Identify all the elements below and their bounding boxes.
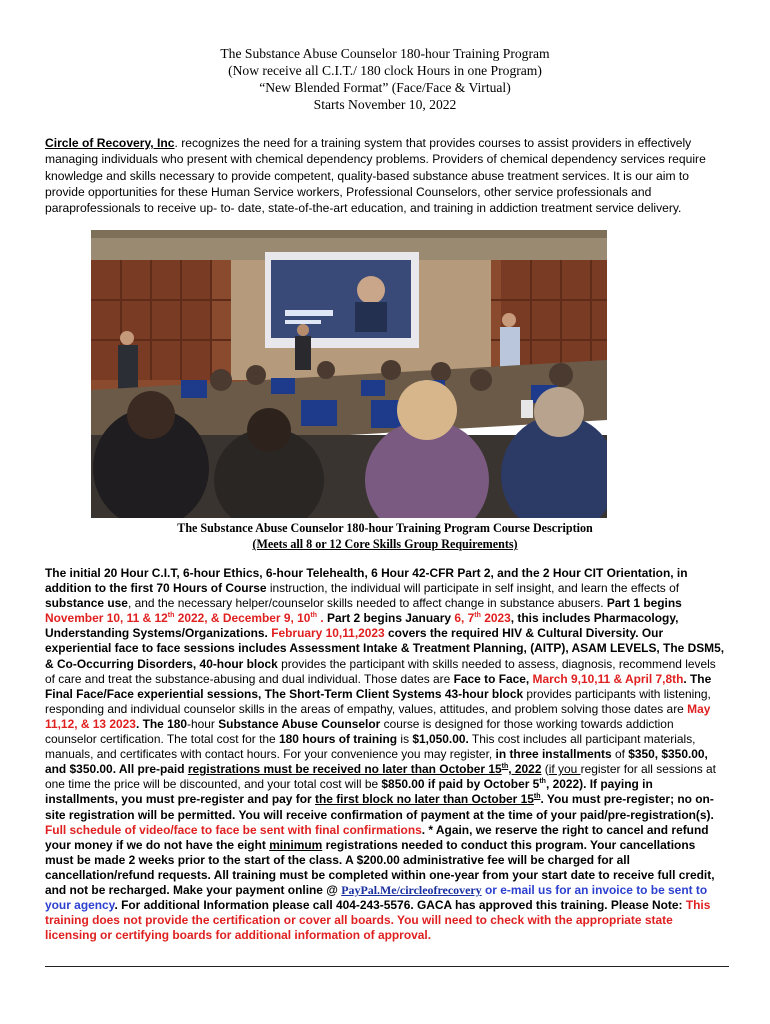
part1-dates: . — [317, 611, 324, 626]
organization-name: Circle of Recovery, Inc — [45, 136, 175, 150]
caption-title: The Substance Abuse Counselor 180-hour Training Program Course Description — [177, 521, 593, 535]
desc-text: -hour — [187, 716, 219, 731]
part1-dates: November 10, 11 & 12 — [45, 611, 168, 626]
minimum-text: minimum — [269, 837, 323, 852]
caption-subtitle: (Meets all 8 or 12 Core Skills Group Requirements) — [252, 537, 518, 551]
ordinal-sup: th — [310, 612, 318, 620]
course-description-body — [45, 566, 727, 943]
ordinal-sup: th — [539, 778, 546, 786]
certification-notice: This training does not provide the certification or cover all boards. You will need to check with the appropriate state licensing or certifying boards for additional information of approval. — [45, 898, 711, 943]
installments-label: in three installments — [495, 747, 612, 762]
contact-info: . For additional Information please call 404-243-5576. GACA has approved this training. Please Note: — [114, 898, 686, 913]
desc-text: register for all sessions at one time the price will be discounted, and your total cost will be — [45, 762, 716, 792]
desc-bold-text: . The 180 — [135, 716, 188, 731]
program-start-date: Starts November 10, 2022 — [313, 97, 457, 112]
desc-bold-text: registrations needed to conduct this program. Your cancellations must be made 2 weeks prior to the start of the class. A $200.00 administrative fee will be charged for all cancellation/refund requests. All training must be completed within one-year from your start date to receive full credit, and not be recharged. Make your payment online @ — [45, 837, 715, 897]
course-description-caption — [0, 520, 770, 552]
desc-bold-text: , this includes Pharmacology, Understanding Systems/Organizations. — [45, 611, 679, 641]
part2-dates: 2023 — [480, 611, 511, 626]
march-april-dates: March 9,10,11 & April 7,8th — [532, 671, 684, 686]
program-format: “New Blended Format” (Face/Face & Virtual) — [259, 80, 511, 95]
program-title: The Substance Abuse Counselor 180-hour Training Program — [220, 46, 550, 61]
total-cost: $1,050.00. — [412, 732, 469, 747]
ordinal-sup: th — [501, 763, 509, 771]
paypal-link[interactable]: PayPal.Me/circleofrecovery — [341, 882, 482, 897]
desc-text: provides participants with listening, responding and individual counselor skills in the areas of empathy, values, attitudes, and problem solving those dates are — [45, 686, 711, 716]
program-subtitle: (Now receive all C.I.T./ 180 clock Hours in one Program) — [228, 63, 542, 78]
first-block-deadline: the first block no later than October 15 — [314, 792, 534, 807]
face-to-face-label: Face to Face, — [453, 671, 533, 686]
registration-deadline: registrations must be received no later than October 15 — [187, 762, 502, 777]
course-name: Substance Abuse Counselor — [218, 716, 381, 731]
part2-label: Part 2 begins January — [323, 611, 455, 626]
desc-bold-text: covers the required HIV & Cultural Diversity. Our experiential face to face sessions includes Assessment Intake & Treatment Planning, (AITP), ASAM LEVELS, The DSM5, & Co-Occurring Disorders, 40-hour block — [45, 626, 725, 671]
part2-dates: 6, 7 — [454, 611, 475, 626]
desc-text: is — [397, 732, 413, 747]
desc-text: instruction, the individual will participate in self insight, and learn the effects of — [266, 581, 680, 596]
substance-use-text: substance use — [45, 596, 128, 611]
desc-text: ( — [541, 762, 549, 777]
desc-text: provides the participant with skills needed to assess, diagnosis, recommend levels of care and treat the substance-abusing and dual individual. Those dates are — [45, 656, 716, 686]
ordinal-sup: th — [474, 612, 481, 620]
desc-bold-text: . The Final Face/Face experiential sessions, The Short-Term Client Systems 43-hour block — [45, 671, 712, 701]
invoice-notice: or e-mail us for an invoice to be sent to your agency — [45, 882, 708, 913]
ordinal-sup: th — [167, 612, 175, 620]
desc-text: This cost includes all participant materials, manuals, and certificates with contact hours. For your convenience you may register, — [45, 732, 696, 762]
program-title-block — [0, 45, 770, 113]
desc-text: , and the necessary helper/counselor skills needed to affect change in substance abusers. — [127, 596, 607, 611]
part1-dates: 2022, & December 9, 10 — [174, 611, 311, 626]
desc-bold-text: . * Again, we reserve the right to cancel and refund your money if we do not have the eight — [45, 822, 709, 852]
classroom-photo-illustration — [91, 230, 607, 518]
bottom-divider — [45, 966, 729, 967]
desc-text: if you — [548, 762, 581, 777]
february-dates: February 10,11,2023 — [271, 626, 385, 641]
intro-text: . recognizes the need for a training system that provides courses to assist providers in effectively managing individuals who present with chemical dependency problems. Providers of chemical dependency services require knowledge and skills necessary to provide competent, quality-based substance abuse treatment services. It is our aim to provide opportunities for these Human Service workers, Professional Counselors, other service professionals and paraprofessionals to receive up- to- date, state-of-the-art education, and training in addiction treatment service delivery. — [45, 136, 706, 216]
discount-price: $850.00 if paid by October 5 — [381, 777, 540, 792]
total-hours: 180 hours of training — [279, 732, 398, 747]
desc-text: course is designed for those working towards addiction counselor certification. The total cost for the — [45, 716, 674, 747]
part1-label: Part 1 begins — [606, 596, 682, 611]
desc-text: of — [611, 747, 629, 762]
installment-amounts: $350, $350.00, and $350.00. All pre-paid — [45, 747, 708, 777]
classroom-photo — [91, 230, 607, 518]
desc-bold-text: , 2022). If paying in installments, you must pre-register and pay for — [45, 777, 653, 807]
intro-hours-text: The initial 20 Hour C.I.T, 6-hour Ethics, 6-hour Telehealth, 6 Hour 42-CFR Part 2, and the 2 Hour CIT Orientation, in addition to the first 70 Hours of Course — [45, 566, 688, 596]
ordinal-sup: th — [533, 793, 541, 801]
registration-deadline: , 2022 — [508, 762, 542, 777]
intro-paragraph — [45, 135, 729, 216]
may-dates: May 11,12, & 13 2023 — [45, 701, 711, 731]
desc-bold-text: . You must pre-register; no on-site registration will be permitted. You will receive confirmation of payment at the time of your paid/pre-registration(s). — [45, 792, 714, 822]
schedule-notice: Full schedule of video/face to face be sent with final confirmations — [45, 822, 422, 837]
